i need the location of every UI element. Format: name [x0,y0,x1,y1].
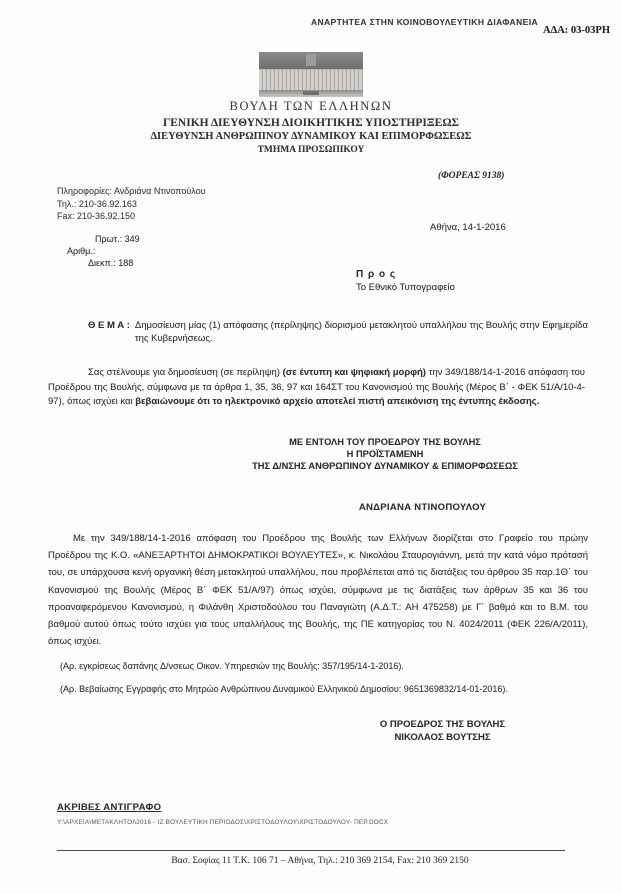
directorate: ΔΙΕΥΘΥΝΣΗ ΑΝΘΡΩΠΙΝΟΥ ΔΥΝΑΜΙΚΟΥ ΚΑΙ ΕΠΙΜΟΡΦΩΣΕΩΣ [150,131,472,142]
number-label: Αριθμ.: [67,246,96,256]
president-signature-block [330,719,555,744]
transmittal-text-1: Σας στέλνουμε για δημοσίευση (σε περίληψη) [88,367,283,378]
president-title: Ο ΠΡΟΕΔΡΟΣ ΤΗΣ ΒΟΥΛΗΣ [379,719,506,730]
dispatch-number: Διεκπ.: 188 [88,258,134,268]
emblem-base [259,90,363,97]
protocol-number: Πρωτ.: 349 [95,234,140,244]
general-directorate: ΓΕΝΙΚΗ ΔΙΕΥΘΥΝΣΗ ΔΙΟΙΚΗΤΙΚΗΣ ΥΠΟΣΤΗΡΙΞΕΩΣ [162,117,460,129]
certified-copy-label: ΑΚΡΙΒΕΣ ΑΝΤΙΓΡΑΦΟ [57,802,162,813]
transmittal-text-2: την 349/188/14-1-2016 απόφαση του Προέδρου της Βουλής, σύμφωνα με τα άρθρα 1, 35, 36, 97 και 164ΣΤ του Κανονισμού της Βουλής (Μέρος Β΄ - ΦΕΚ 51/Α/10-4-97), όπως ισχύει και [48,367,585,407]
recipient-name: Το Εθνικό Τυπογραφείο [356,282,455,293]
by-order-line3: ΤΗΣ Δ/ΝΣΗΣ ΑΝΘΡΩΠΙΝΟΥ ΔΥΝΑΜΙΚΟΥ & ΕΠΙΜΟΡΦΩΣΕΩΣ [252,461,518,471]
ada-code: ΑΔΑ: 03-03PH [543,25,610,36]
signatory-name: ΑΝΔΡΙΑΝΑ ΝΤΙΝΟΠΟΥΛΟΥ [358,502,487,513]
transparency-notice: ΑΝΑΡΤΗΤΕΑ ΣΤΗΝ ΚΟΙΝΟΒΟΥΛΕΥΤΙΚΗ ΔΙΑΦΑΝΕΙΑ [310,17,538,27]
registry-certificate-note: (Αρ. Βεβαίωσης Εγγραφής στο Μητρώο Ανθρώπινου Δυναμικού Ελληνικού Δημοσίου: 9651369832/14-01-2016). [60,684,508,694]
city-date: Αθήνα, 14-1-2016 [430,222,506,233]
contact-information: Πληροφορίες: Ανδριάνα Ντινοπούλου [57,186,206,196]
transmittal-paragraph [48,366,585,410]
contact-block [57,185,206,223]
parliament-emblem [259,52,363,97]
decision-summary-paragraph: Με την 349/188/14-1-2016 απόφαση του Προέδρου της Βουλής των Ελλήνων διορίζεται στο Γραφείο του πρώην Προέδρου της Κ.Ο. «ΑΝΕΞΑΡΤΗΤΟΙ ΔΗΜΟΚΡΑΤΙΚΟΙ ΒΟΥΛΕΥΤΕΣ», κ. Νικολάου Σταυρογιάννη, μετά την κατά νόμο πρότασή του, σε υπάρχουσα κενή οργανική θέση μετακλητού υπαλλήλου, που προβλέπεται από τις διατάξεις του άρθρου 35 παρ.1Θ΄ του Κανονισμού της Βουλής (Μέρος Β΄ ΦΕΚ 51/Α/97) όπως ισχύει, σύμφωνα με τις διατάξεις των άρθρων 35 και 36 του προαναφερόμενου Κανονισμού, η Φιλάνθη Χριστοδούλου του Παναγιώτη (Α.Δ.Τ.: ΑΗ 475258) με Γ΄ βαθμό και το Β.Μ. του βαθμού αυτού όπως τούτο ισχύει για τους υπαλλήλους της Βουλής, της ΠΕ κατηγορίας του Ν. 4024/2011 (ΦΕΚ 226/Α/2011), όπως ισχύει. [48,533,588,648]
transmittal-bold-1: (σε έντυπη και ψηφιακή μορφή) [282,367,426,378]
subject-line [88,320,588,345]
department: ΤΜΗΜΑ ΠΡΟΣΩΠΙΚΟΥ [257,145,365,155]
transmittal-bold-2: βεβαιώνουμε ότι το ηλεκτρονικό αρχείο αποτελεί πιστή απεικόνιση της έντυπης έκδοσης. [135,396,540,407]
by-order-block [160,436,610,472]
footer-divider [57,850,565,851]
recipient-label: Π ρ ο ς [356,269,397,280]
president-name: ΝΙΚΟΛΑΟΣ ΒΟΥΤΣΗΣ [394,731,491,743]
subject-label: Θ Ε Μ Α : [88,320,130,331]
institution-name: ΒΟΥΛΗ ΤΩΝ ΕΛΛΗΝΩΝ [229,99,393,113]
footer-address: Βασ. Σοφίας 11 Τ.Κ. 106 71 – Αθήνα, Τηλ.: 210 369 2154, Fax: 210 369 2150 [171,856,469,866]
contact-fax: Fax: 210-36.92.150 [57,211,136,221]
subject-text: Δημοσίευση μίας (1) απόφασης (περίληψης) διορισμού μετακλητού υπαλλήλου της Βουλής στην Εφημερίδα της Κυβερνήσεως. [134,320,588,344]
contact-tel: Τηλ.: 210-36.92.163 [57,198,137,209]
file-reference: Υ:\ΑΡΧΕΙΑ\ΜΕΤΑΚΛΗΤΟΙ\2016 - ΙΖ ΒΟΥΛΕΥΤΙΚΗ ΠΕΡΙΟΔΟΣ\ΧΡΙΣΤΟΔΟΥΛΟΥ\ΧΡΙΣΤΟΔΟΥΛΟΥ- ΠΕΡ.DOCX [57,819,389,826]
by-order-line2: Η ΠΡΟΪΣΤΑΜΕΝΗ [346,449,424,459]
emblem-columns [259,69,363,90]
agency-code: (ΦΟΡΕΑΣ 9138) [438,171,505,181]
by-order-line1: ΜΕ ΕΝΤΟΛΗ ΤΟΥ ΠΡΟΕΔΡΟΥ ΤΗΣ ΒΟΥΛΗΣ [289,437,481,447]
emblem-roof [259,52,363,69]
expense-approval-note: (Αρ. εγκρίσεως δαπάνης Δ/νσεως Οικον. Υπηρεσιών της Βουλής: 357/195/14-1-2016). [60,661,404,671]
